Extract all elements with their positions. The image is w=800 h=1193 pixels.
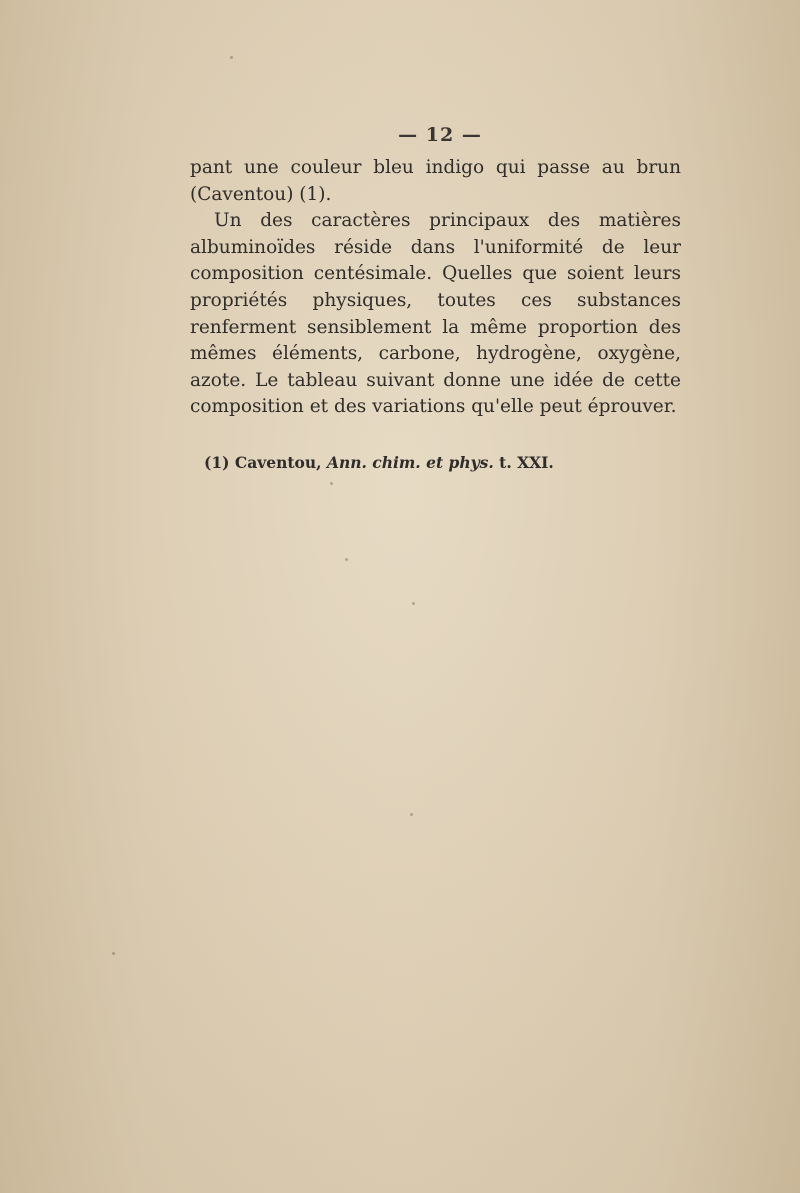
paragraph-2: Un des caractères principaux des matières albuminoïdes réside dans l'uniformité de leur composition centésimale. Quelles que soient leurs propriétés physiques, toutes ces substances renferment sensiblement la même proportion des mêmes éléments, carbone, hydrogène, oxygène, azote. Le tableau suivant donne une idée de cette composition et des variations qu'elle peut éprouver. — [190, 210, 681, 418]
footnote-marker: (1) — [204, 453, 230, 472]
footnote-author: Caventou, — [234, 453, 322, 472]
paper-speck — [412, 602, 415, 605]
footnote — [204, 453, 554, 472]
paper-speck — [410, 813, 413, 816]
paper-speck — [330, 482, 333, 485]
footnote-volume: t. XXI. — [499, 453, 554, 472]
body-text — [190, 155, 681, 421]
paragraph-1: pant une couleur bleu indigo qui passe au brun (Caventou) (1). — [190, 157, 681, 205]
footnote-journal: Ann. chim. et phys. — [326, 453, 494, 472]
paper-speck — [230, 56, 233, 59]
paper-speck — [112, 952, 115, 955]
page-number: — 12 — — [398, 124, 482, 146]
paper-speck — [345, 558, 348, 561]
